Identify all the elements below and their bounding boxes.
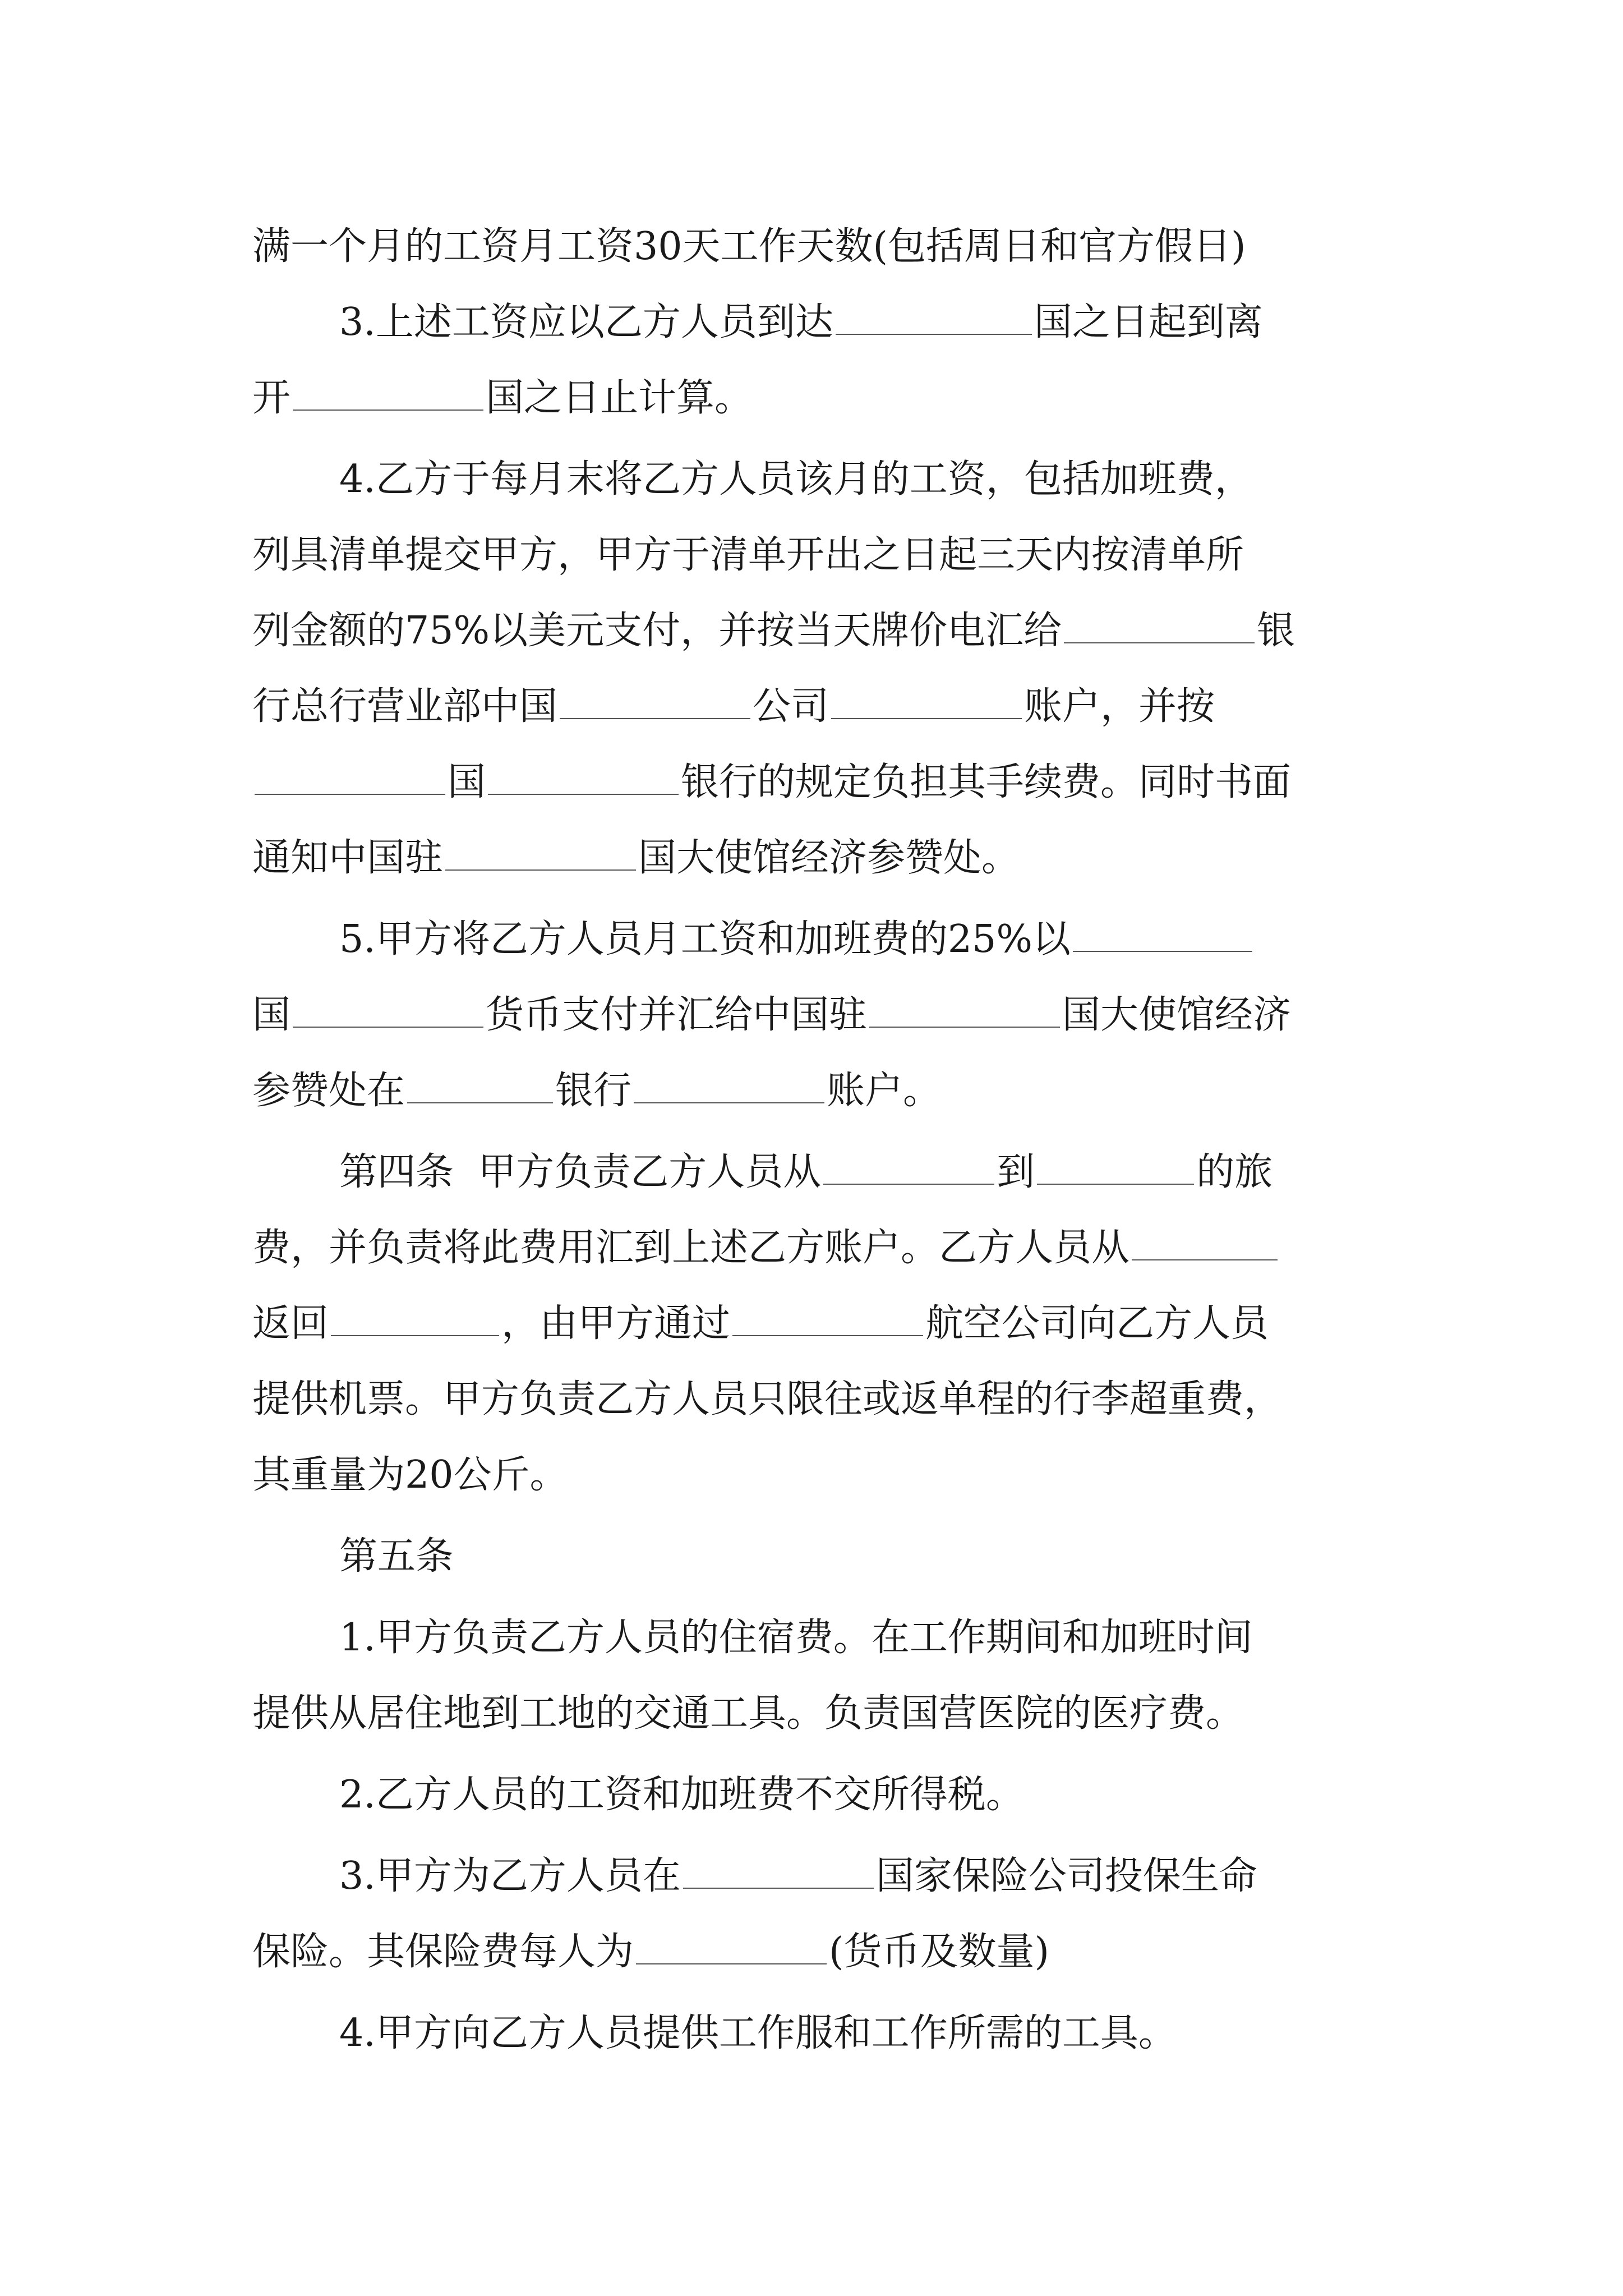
text-line (339, 1142, 1391, 1203)
text-segment: 国之日起到离 (1034, 300, 1263, 344)
text-segment: 1.甲方负责乙方人员的住宿费。在工作期间和加班时间 (339, 1616, 1253, 1660)
text-segment: 3.甲方为乙方人员在 (339, 1854, 681, 1898)
fill-in-blank (1064, 640, 1255, 643)
text-segment: 行总行营业部中国 (252, 684, 558, 729)
text-segment: 保险。其保险费每人为 (252, 1930, 634, 1974)
fill-in-blank (1073, 949, 1252, 952)
text-line (339, 2003, 1391, 2064)
text-segment: 返回 (252, 1301, 329, 1346)
text-line (252, 524, 1391, 586)
text-line (252, 1369, 1391, 1430)
text-segment: 账户。 (827, 1069, 942, 1113)
text-line (252, 984, 1391, 1046)
text-segment: 银行 (555, 1069, 632, 1113)
fill-in-blank (831, 716, 1022, 719)
text-segment: 4.乙方于每月末将乙方人员该月的工资，包括加班费， (339, 457, 1253, 501)
text-line (252, 1444, 1391, 1506)
text-segment: 第五条 (339, 1534, 454, 1579)
text-segment: 第四条 甲方负责乙方人员从 (339, 1150, 822, 1194)
text-segment: 列金额的75%以美元支付，并按当天牌价电汇给 (252, 609, 1062, 653)
fill-in-blank (869, 1024, 1060, 1028)
fill-in-blank (634, 1100, 824, 1103)
fill-in-blank (255, 792, 445, 795)
text-line (252, 600, 1391, 662)
text-segment: 列具清单提交甲方，甲方于清单开出之日起三天内按清单所 (252, 533, 1244, 577)
text-segment: 银 (1257, 609, 1295, 653)
text-segment: 满一个月的工资月工资30天工作天数(包括周日和官方假日) (252, 224, 1246, 269)
text-segment: 通知中国驻 (252, 836, 444, 880)
text-segment: 提供机票。甲方负责乙方人员只限往或返单程的行李超重费， (252, 1377, 1283, 1421)
text-line (252, 216, 1391, 278)
text-segment: 4.甲方向乙方人员提供工作服和工作所需的工具。 (339, 2011, 1177, 2055)
section-heading (339, 1526, 1391, 1588)
text-segment: ，由甲方通过 (501, 1301, 731, 1346)
text-segment: 国 (252, 993, 291, 1037)
text-segment: 的旅 (1196, 1150, 1273, 1194)
text-line (339, 292, 1391, 353)
text-segment: 费，并负责将此费用汇到上述乙方账户。乙方人员从 (252, 1226, 1130, 1270)
fill-in-blank (560, 716, 750, 719)
text-line (252, 367, 1391, 429)
text-line (252, 1293, 1391, 1355)
text-segment: 3.上述工资应以乙方人员到达 (339, 300, 833, 344)
text-segment: 其重量为20公斤。 (252, 1453, 568, 1497)
fill-in-blank (293, 407, 483, 411)
fill-in-blank (1037, 1181, 1194, 1185)
text-line (252, 827, 1391, 889)
text-line (252, 752, 1391, 813)
text-line (252, 676, 1391, 738)
text-segment: 航空公司向乙方人员 (925, 1301, 1269, 1346)
text-segment: 银行的规定负担其手续费。同时书面 (681, 760, 1292, 804)
fill-in-blank (836, 332, 1032, 335)
text-segment: 5.甲方将乙方人员月工资和加班费的25%以 (339, 917, 1071, 961)
text-line (339, 909, 1391, 970)
fill-in-blank (293, 1024, 483, 1028)
text-segment: 提供从居住地到工地的交通工具。负责国营医院的医疗费。 (252, 1691, 1244, 1736)
text-line (252, 1921, 1391, 1983)
text-segment: 国大使馆经济参赞处。 (638, 836, 1020, 880)
fill-in-blank (683, 1885, 874, 1889)
text-line (339, 449, 1391, 510)
text-line (252, 1217, 1391, 1279)
fill-in-blank (488, 792, 679, 795)
text-segment: 参赞处在 (252, 1069, 405, 1113)
text-segment: 货币支付并汇给中国驻 (486, 993, 868, 1037)
fill-in-blank (823, 1181, 994, 1185)
text-segment: 国家保险公司投保生命 (875, 1854, 1257, 1898)
text-segment: 公司 (753, 684, 829, 729)
text-line (339, 1846, 1391, 1907)
text-segment: 账户，并按 (1024, 684, 1215, 729)
text-segment: (货币及数量) (829, 1930, 1050, 1974)
fill-in-blank (1132, 1257, 1278, 1260)
text-line (339, 1764, 1391, 1826)
fill-in-blank (445, 867, 636, 871)
fill-in-blank (732, 1333, 923, 1336)
text-segment: 国之日止计算。 (486, 376, 753, 420)
text-line (252, 1683, 1391, 1745)
text-line (252, 1060, 1391, 1122)
text-segment: 国 (448, 760, 486, 804)
fill-in-blank (407, 1100, 553, 1103)
text-segment: 到 (997, 1150, 1035, 1194)
text-segment: 开 (252, 376, 291, 420)
text-segment: 国大使馆经济 (1062, 993, 1292, 1037)
fill-in-blank (331, 1333, 499, 1336)
fill-in-blank (636, 1961, 827, 1964)
text-segment: 2.乙方人员的工资和加班费不交所得税。 (339, 1773, 1024, 1817)
text-line (339, 1607, 1391, 1669)
